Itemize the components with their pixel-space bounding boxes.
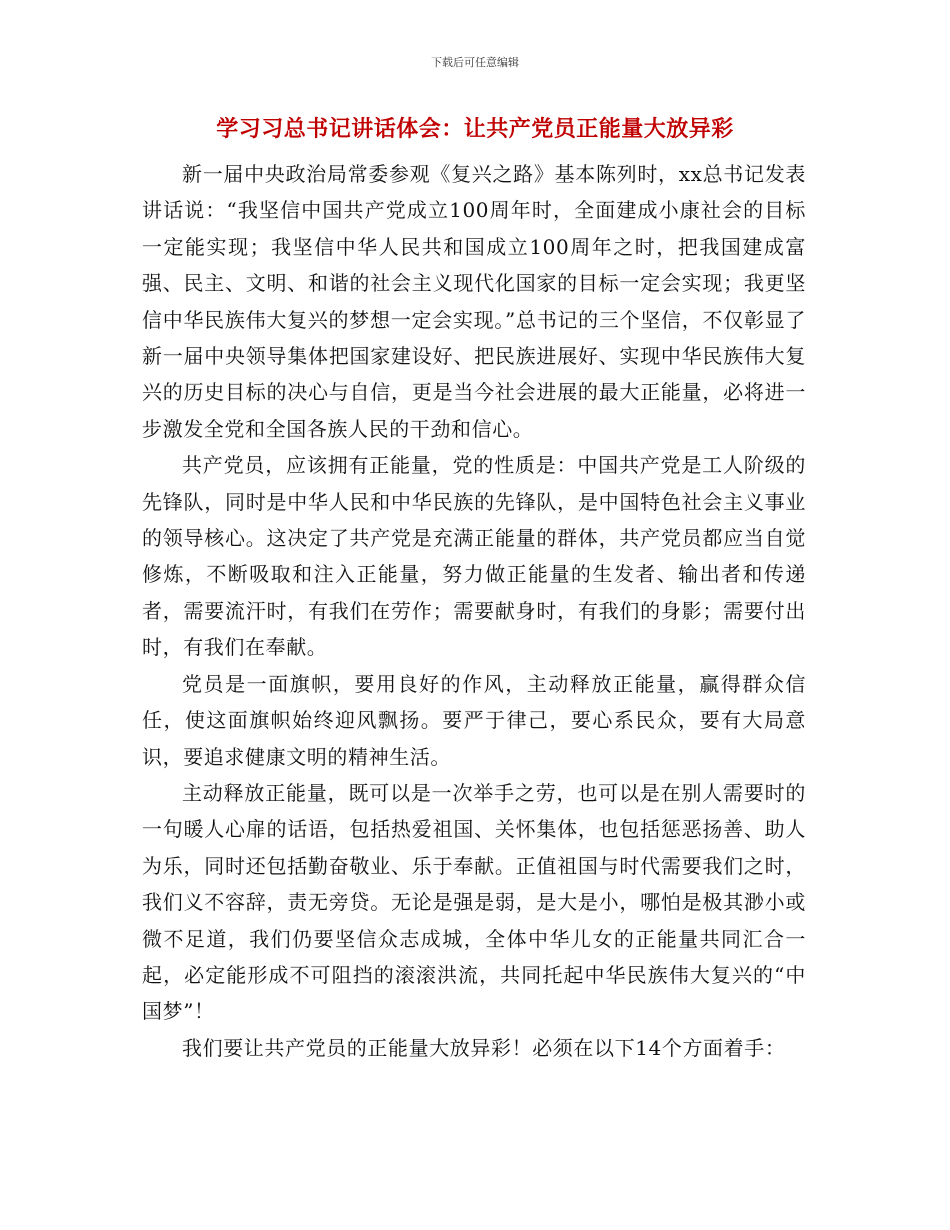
paragraph-3: 党员是一面旗帜，要用良好的作风，主动释放正能量，赢得群众信任，使这面旗帜始终迎风飘扬。要严于律己，要心系民众，要有大局意识，要追求健康文明的精神生活。 — [142, 671, 806, 769]
paragraph-5: 我们要让共产党员的正能量大放异彩！必须在以下14个方面着手： — [182, 1035, 786, 1060]
document-title: 学习习总书记讲话体会：让共产党员正能量大放异彩 — [216, 117, 734, 142]
paragraph-1: 新一届中央政治局常委参观《复兴之路》基本陈列时，xx总书记发表讲话说：“我坚信中国共产党成立100周年时，全面建成小康社会的目标一定能实现；我坚信中华人民共和国成立100周年之时，把我国建成富强、民主、文明、和谐的社会主义现代化国家的目标一定会实现；我更坚信中华民族伟大复兴的梦想一定会实现。”总书记的三个坚信，不仅彰显了新一届中央领导集体把国家建设好、把民族进展好、实现中华民族伟大复兴的历史目标的决心与自信，更是当今社会进展的最大正能量，必将进一步激发全党和全国各族人民的干劲和信心。 — [142, 162, 806, 441]
paragraph-4: 主动释放正能量，既可以是一次举手之劳，也可以是在别人需要时的一句暖人心扉的话语，包括热爱祖国、关怀集体，也包括惩恶扬善、助人为乐，同时还包括勤奋敬业、乐于奉献。正值祖国与时代需要我们之时，我们义不容辞，责无旁贷。无论是强是弱，是大是小，哪怕是极其渺小或微不足道，我们仍要坚信众志成城，全体中华儿女的正能量共同汇合一起，必定能形成不可阻挡的滚滚洪流，共同托起中华民族伟大复兴的“中国梦”！ — [142, 780, 806, 1024]
paragraph-2: 共产党员，应该拥有正能量，党的性质是：中国共产党是工人阶级的先锋队，同时是中华人民和中华民族的先锋队，是中国特色社会主义事业的领导核心。这决定了共产党是充满正能量的群体，共产党员都应当自觉修炼，不断吸取和注入正能量，努力做正能量的生发者、输出者和传递者，需要流汗时，有我们在劳作；需要献身时，有我们的身影；需要付出时，有我们在奉献。 — [142, 453, 806, 660]
document-body — [142, 156, 806, 1066]
header-note: 下载后可任意编辑 — [431, 56, 519, 69]
